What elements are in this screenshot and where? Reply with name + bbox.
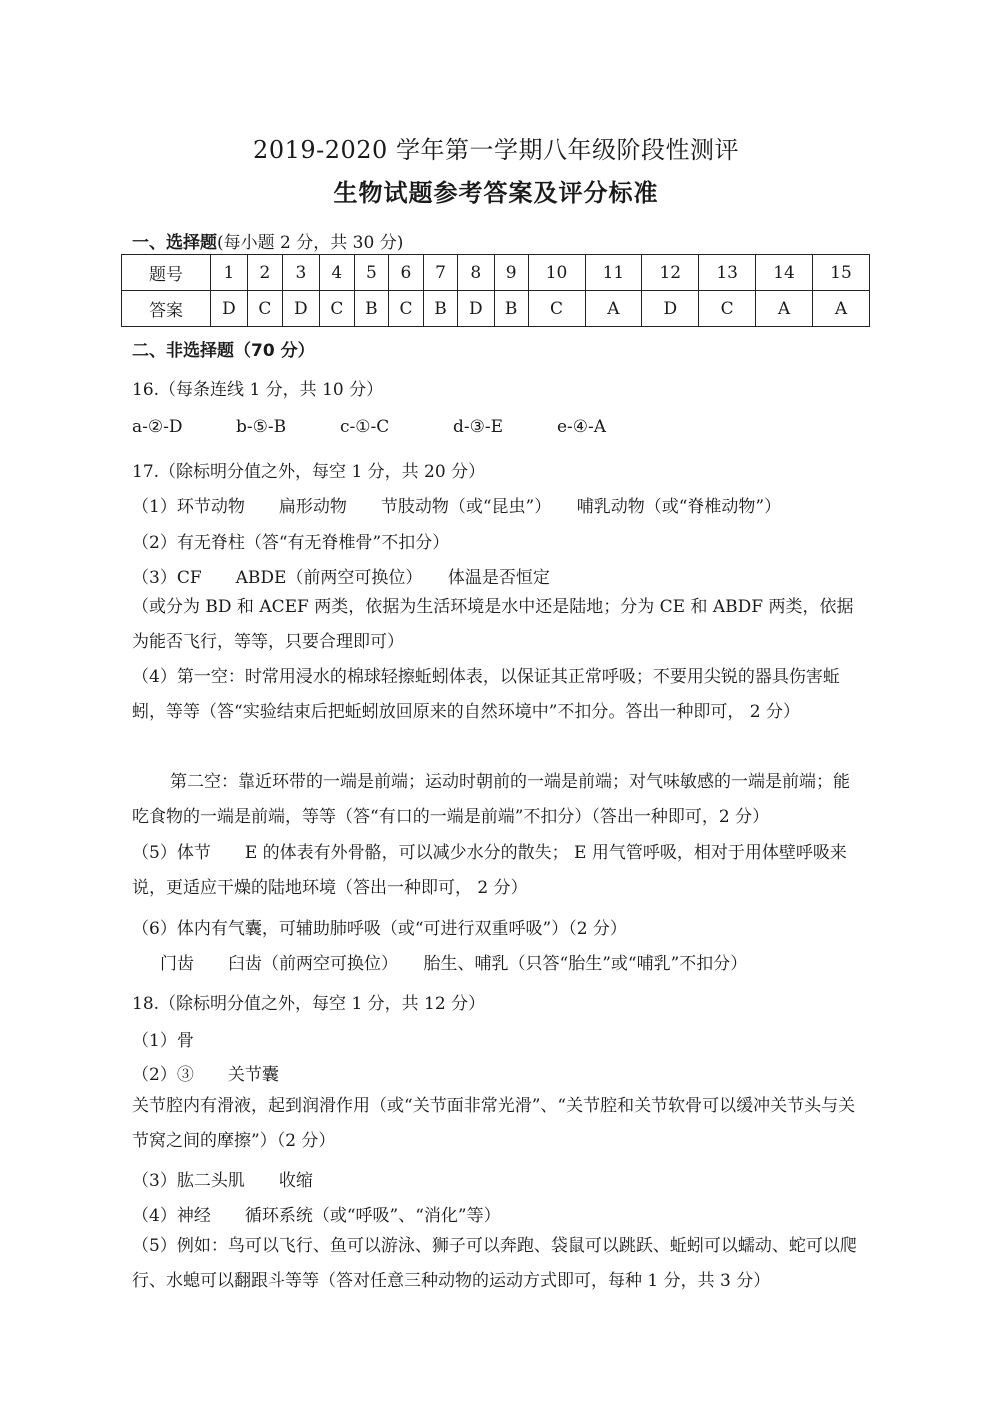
q18-part-2: （2）③ 关节囊 (132, 1065, 279, 1085)
answer-cell: B (494, 291, 528, 327)
q17-part-3-alt: （或分为 BD 和 ACEF 两类，依据为生活环境是水中还是陆地；分为 CE 和 ABDF 两类，依据为能否飞行，等等，只要合理即可） (132, 597, 854, 652)
q17-part-4-second: 第二空：靠近环带的一端是前端；运动时朝前的一端是前端；对气味敏感的一端是前端；能吃食物的一端是前端，等等（答“有口的一端是前端”不扣分）（答出一种即可，2 分） (132, 772, 850, 827)
section-two-label: 二、非选择题（70 分） (132, 341, 315, 361)
section-one-note: (每小题 2 分，共 30 分) (217, 233, 404, 253)
section-two-heading (132, 336, 315, 361)
question-number: 7 (424, 255, 458, 291)
question-number: 11 (585, 255, 642, 291)
q16-match-item: a-②-D (132, 417, 183, 437)
q16-match-item: e-④-A (557, 417, 607, 437)
question-number: 2 (247, 255, 282, 291)
question-number: 3 (282, 255, 319, 291)
q17-part-6-continued: 门齿 臼齿（前两空可换位） 胎生、哺乳（只答“胎生”或“哺乳”不扣分） (160, 954, 748, 974)
row-label-answer: 答案 (122, 291, 211, 327)
q16-header: 16.（每条连线 1 分，共 10 分） (132, 380, 384, 400)
answer-cell: C (699, 291, 756, 327)
question-number: 9 (494, 255, 528, 291)
answer-cell: D (457, 291, 494, 327)
q17-part-2: （2）有无脊柱（答“有无脊椎骨”不扣分） (132, 533, 450, 553)
question-number: 15 (813, 255, 870, 291)
q17-part-3: （3）CF ABDE（前两空可换位） 体温是否恒定 (132, 568, 550, 588)
question-number: 10 (528, 255, 585, 291)
row-label-number: 题号 (122, 255, 211, 291)
q17-header: 17.（除标明分值之外，每空 1 分，共 20 分） (132, 462, 486, 482)
q18-part-5: （5）例如：鸟可以飞行、鱼可以游泳、狮子可以奔跑、袋鼠可以跳跃、蚯蚓可以蠕动、蛇可以爬行、水螅可以翻跟斗等等（答对任意三种动物的运动方式即可，每种 1 分，共 3 分） (132, 1236, 857, 1291)
q17-part-6: （6）体内有气囊，可辅助肺呼吸（或“可进行双重呼吸”）（2 分） (132, 919, 627, 939)
question-number: 12 (642, 255, 699, 291)
question-number: 4 (319, 255, 354, 291)
answer-table (121, 254, 870, 327)
question-number: 13 (699, 255, 756, 291)
answer-cell: A (813, 291, 870, 327)
q18-part-3: （3）肱二头肌 收缩 (132, 1171, 313, 1191)
q16-match-item: d-③-E (453, 417, 504, 437)
answer-cell: D (211, 291, 248, 327)
question-number: 8 (457, 255, 494, 291)
question-number: 1 (211, 255, 248, 291)
q16-match-item: b-⑤-B (236, 417, 287, 437)
q17-part-5: （5）体节 E 的体表有外骨骼，可以减少水分的散失； E 用气管呼吸，相对于用体壁呼吸来说，更适应干燥的陆地环境（答出一种即可， 2 分） (132, 843, 847, 898)
answer-cell: B (354, 291, 388, 327)
answer-row (122, 291, 870, 327)
q18-part-1: （1）骨 (132, 1031, 194, 1051)
question-number-row (122, 255, 870, 291)
question-number: 5 (354, 255, 388, 291)
q16-match-item: c-①-C (340, 417, 390, 437)
q18-part-4: （4）神经 循环系统（或“呼吸”、“消化”等） (132, 1206, 501, 1226)
q18-part-2-explanation: 关节腔内有滑液，起到润滑作用（或“关节面非常光滑”、“关节腔和关节软骨可以缓冲关节头与关节窝之间的摩擦”）（2 分） (132, 1096, 856, 1151)
answer-cell: C (528, 291, 585, 327)
answer-cell: A (585, 291, 642, 327)
exam-title: 2019-2020 学年第一学期八年级阶段性测评 (253, 136, 739, 164)
answer-cell: B (424, 291, 458, 327)
answer-cell: D (282, 291, 319, 327)
q18-header: 18.（除标明分值之外，每空 1 分，共 12 分） (132, 994, 486, 1014)
answer-cell: D (642, 291, 699, 327)
answer-cell: C (319, 291, 354, 327)
question-number: 6 (388, 255, 423, 291)
section-one-label: 一、选择题 (132, 233, 217, 253)
question-number: 14 (756, 255, 813, 291)
answer-cell: C (388, 291, 423, 327)
answer-key-title: 生物试题参考答案及评分标准 (333, 179, 659, 207)
q17-part-4: （4）第一空：时常用浸水的棉球轻擦蚯蚓体表，以保证其正常呼吸；不要用尖锐的器具伤害蚯蚓，等等（答“实验结束后把蚯蚓放回原来的自然环境中”不扣分。答出一种即可， 2 分） (132, 667, 840, 722)
answer-cell: A (756, 291, 813, 327)
section-one-heading (132, 228, 403, 253)
q17-part-1: （1）环节动物 扁形动物 节肢动物（或“昆虫”） 哺乳动物（或“脊椎动物”） (132, 497, 782, 517)
answer-cell: C (247, 291, 282, 327)
